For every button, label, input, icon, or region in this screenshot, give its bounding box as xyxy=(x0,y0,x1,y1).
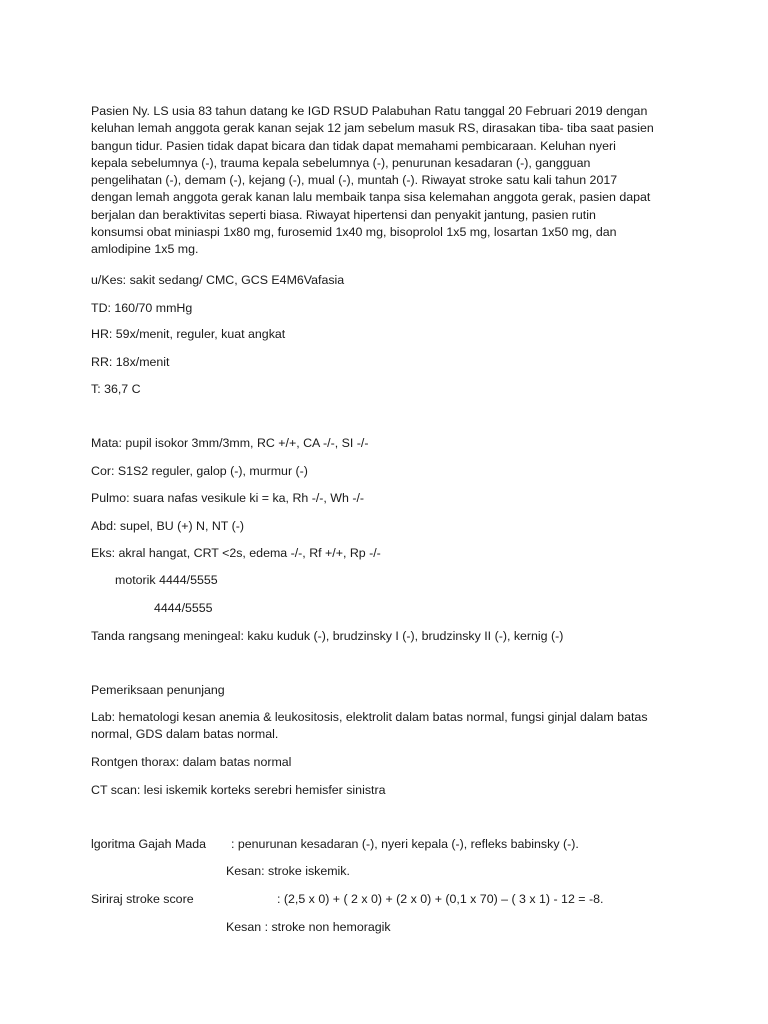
gajah-mada-value: : penurunan kesadaran (-), nyeri kepala (-), refleks babinsky (-). xyxy=(231,837,579,851)
motorik-line-1: motorik 4444/5555 xyxy=(115,573,218,587)
kes-line: u/Kes: sakit sedang/ CMC, GCS E4M6Vafasia xyxy=(91,273,345,287)
ct-line: CT scan: lesi iskemik korteks serebri hemisfer sinistra xyxy=(91,783,386,797)
mata-line: Mata: pupil isokor 3mm/3mm, RC +/+, CA -/-, SI -/- xyxy=(91,436,369,450)
rontgen-line: Rontgen thorax: dalam batas normal xyxy=(91,755,292,769)
td-line: TD: 160/70 mmHg xyxy=(91,301,193,315)
paragraph-line: keluhan lemah anggota gerak kanan sejak 12 jam sebelum masuk RS, dirasakan tiba- tiba saat pasien xyxy=(91,121,654,136)
paragraph-line: bangun tidur. Pasien tidak dapat bicara dan tidak dapat memahami pembicaraan. Keluhan nyeri xyxy=(91,138,616,153)
motorik-line-2: 4444/5555 xyxy=(154,601,213,615)
hr-line: HR: 59x/menit, reguler, kuat angkat xyxy=(91,327,286,341)
abd-line: Abd: supel, BU (+) N, NT (-) xyxy=(91,519,244,533)
pulmo-line: Pulmo: suara nafas vesikule ki = ka, Rh -/-, Wh -/- xyxy=(91,491,365,505)
lab-line-2: normal, GDS dalam batas normal. xyxy=(91,727,279,741)
paragraph-line: konsumsi obat miniaspi 1x80 mg, furosemid 1x40 mg, bisoprolol 1x5 mg, losartan 1x50 mg, dan xyxy=(91,225,617,240)
paragraph-line: berjalan dan beraktivitas seperti biasa. Riwayat hipertensi dan penyakit jantung, pasien rutin xyxy=(91,207,596,222)
paragraph-line: kepala sebelumnya (-), trauma kepala sebelumnya (-), penurunan kesadaran (-), gangguan xyxy=(91,155,591,170)
siriraj-label: Siriraj stroke score xyxy=(91,892,194,906)
siriraj-value: : (2,5 x 0) + ( 2 x 0) + (2 x 0) + (0,1 x 70) – ( 3 x 1) - 12 = -8. xyxy=(277,892,604,906)
paragraph-line: amlodipine 1x5 mg. xyxy=(91,242,199,257)
gajah-mada-kesan: Kesan: stroke iskemik. xyxy=(226,864,350,878)
paragraph-line: pengelihatan (-), demam (-), kejang (-), mual (-), muntah (-). Riwayat stroke satu kali tahun 2017 xyxy=(91,173,618,188)
cor-line: Cor: S1S2 reguler, galop (-), murmur (-) xyxy=(91,464,308,478)
gajah-mada-label: lgoritma Gajah Mada xyxy=(91,837,207,851)
support-heading: Pemeriksaan penunjang xyxy=(91,683,225,697)
rr-line: RR: 18x/menit xyxy=(91,355,170,369)
paragraph-line: Pasien Ny. LS usia 83 tahun datang ke IGD RSUD Palabuhan Ratu tanggal 20 Februari 2019 dengan xyxy=(91,104,648,118)
temp-line: T: 36,7 C xyxy=(91,382,141,396)
meningeal-line: Tanda rangsang meningeal: kaku kuduk (-), brudzinsky I (-), brudzinsky II (-), kernig (-) xyxy=(91,629,564,643)
anamnesis-paragraph xyxy=(91,103,654,259)
paragraph-line: dengan lemah anggota gerak kanan lalu membaik tanpa sisa kelemahan anggota gerak, pasien dapat xyxy=(91,190,651,205)
lab-line-1: Lab: hematologi kesan anemia & leukositosis, elektrolit dalam batas normal, fungsi ginjal dalam batas xyxy=(91,710,648,724)
siriraj-kesan: Kesan : stroke non hemoragik xyxy=(226,920,391,934)
eks-line: Eks: akral hangat, CRT <2s, edema -/-, Rf +/+, Rp -/- xyxy=(91,546,381,560)
